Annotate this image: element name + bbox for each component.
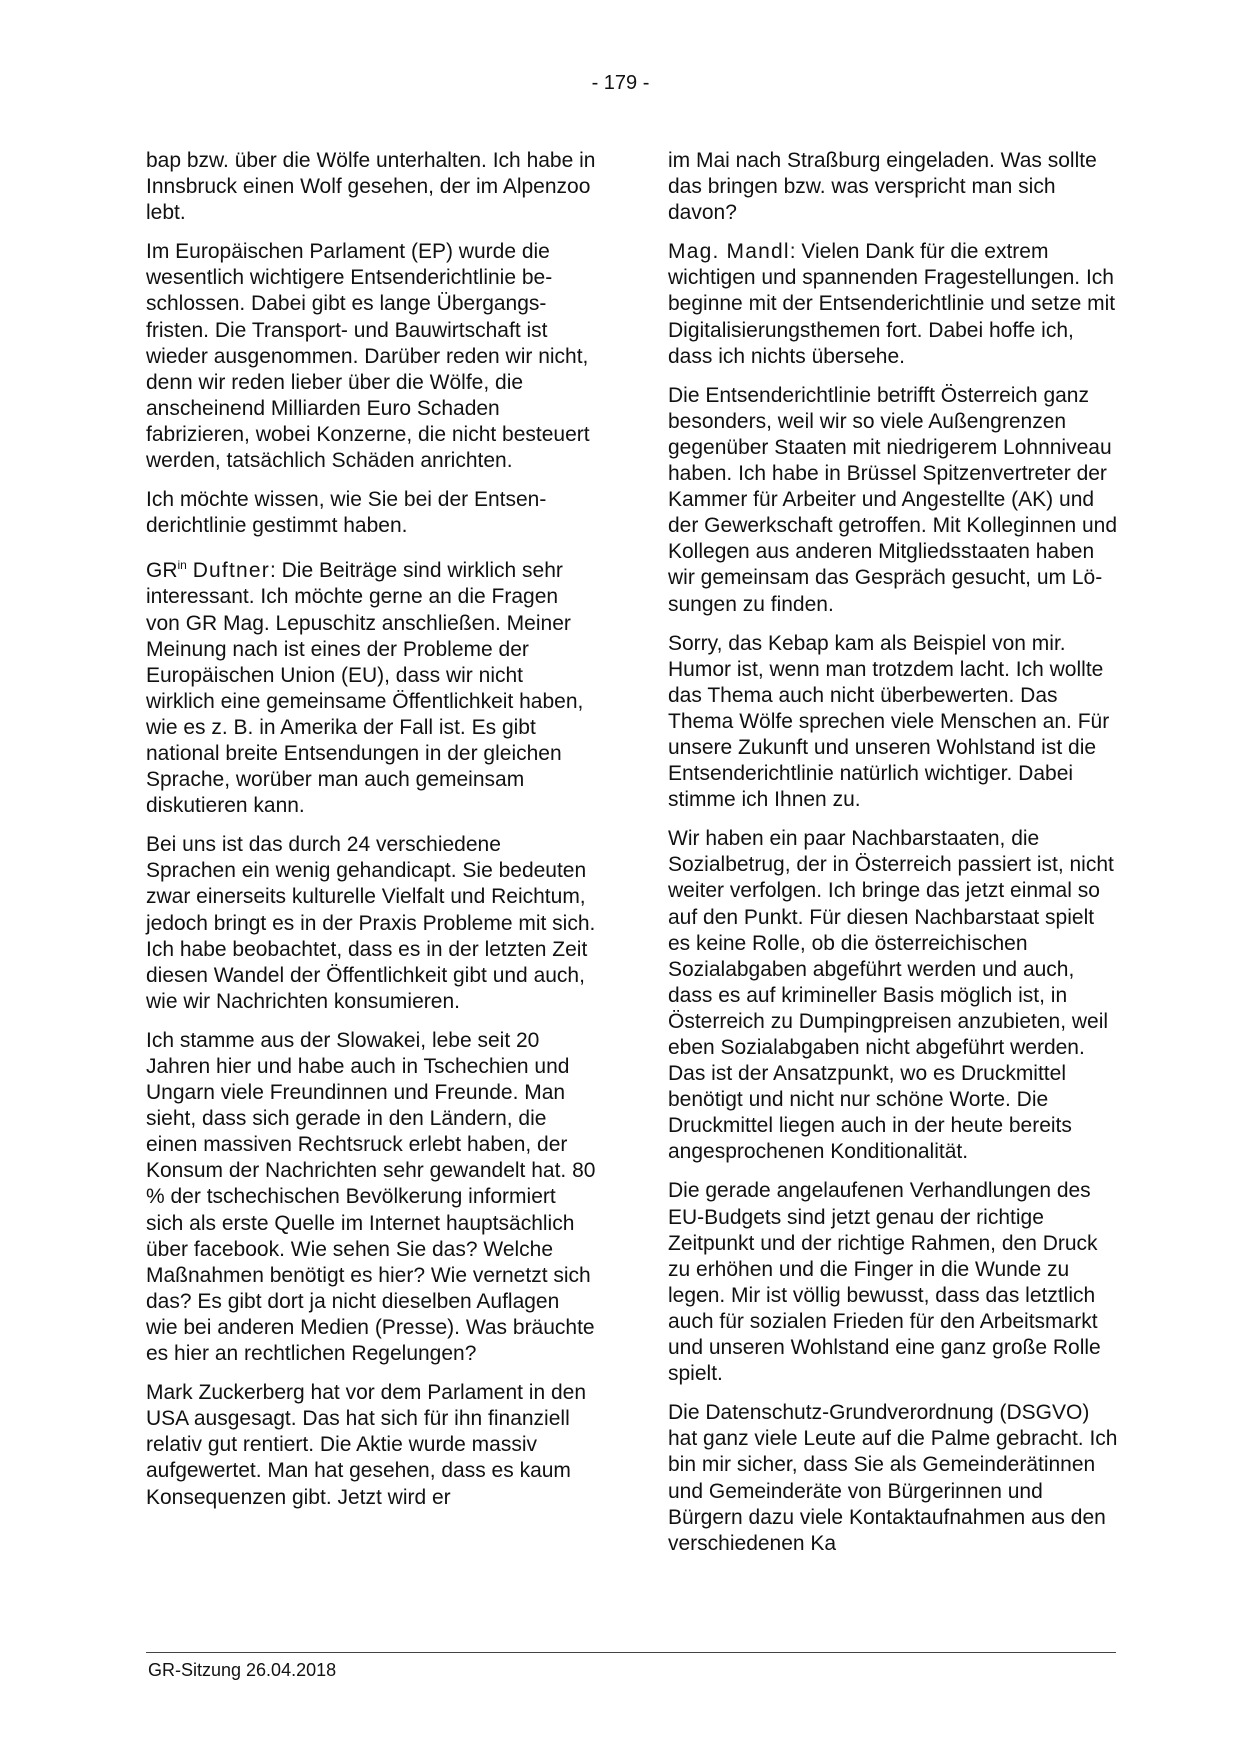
- paragraph: [668, 239, 1118, 369]
- paragraph: im Mai nach Straßburg eingeladen. Was sollte das bringen bzw. was verspricht man sich davon?: [668, 149, 1097, 225]
- right-column: [668, 148, 1118, 1570]
- paragraph: Ich stamme aus der Slowakei, lebe seit 20 Jahren hier und habe auch in Tschechien und Ungarn viele Freundinnen und Freunde. Man sieht, dass sich gerade in den Ländern, die einen massiven Rechtsruck erlebt haben, der Konsum der Nachrichten sehr gewandelt hat. 80 % der tschechischen Bevölkerung informiert sich als erste Quelle im Internet hauptsächlich über facebook. Wie sehen Sie das? Welche Maßnahmen benötigt es hier? Wie vernetzt sich das? Es gibt dort ja nicht dieselben Auflagen wie bei anderen Medien (Presse). Was bräuchte es hier an rechtlichen Regelungen?: [146, 1028, 596, 1366]
- paragraph: Die gerade angelaufenen Verhandlungen des EU-Budgets sind jetzt genau der richtige Zeitpunkt und der richtige Rahmen, den Druck zu erhöhen und die Finger in die Wunde zu legen. Mir ist völlig bewusst, dass das letztlich auch für sozialen Frieden für den Arbeitsmarkt und unseren Wohlstand eine ganz große Rolle spielt.: [668, 1179, 1101, 1386]
- paragraph: [146, 552, 596, 819]
- footer-text: GR-Sitzung 26.04.2018: [148, 1660, 337, 1680]
- page-number: - 179 -: [591, 72, 650, 94]
- footer-divider: [146, 1652, 1116, 1653]
- paragraph: bap bzw. über die Wölfe unterhalten. Ich habe in Innsbruck einen Wolf gesehen, der im Alpenzoo lebt.: [146, 149, 596, 225]
- paragraph: Die Entsenderichtlinie betrifft Österreich ganz besonders, weil wir so viele Außengrenzen gegenüber Staaten mit niedrigerem Lohnniveau haben. Ich habe in Brüssel Spitzenvertreter der Kammer für Arbeiter und Angestellte (AK) und der Gewerkschaft getroffen. Mit Kolleginnen und Kollegen aus anderen Mitgliedsstaaten haben wir gemeinsam das Gespräch gesucht, um Lösungen zu finden.: [668, 383, 1118, 616]
- paragraph: Wir haben ein paar Nachbarstaaten, die Sozialbetrug, der in Österreich passiert ist, nicht weiter verfolgen. Ich bringe das jetzt einmal so auf den Punkt. Für diesen Nachbarstaat spielt es keine Rolle, ob die österreichischen Sozialabgaben abgeführt werden und auch, dass es auf krimineller Basis möglich ist, in Österreich zu Dumpingpreisen anzubieten, weil eben Sozialabgaben nicht abgeführt werden. Das ist der Ansatzpunkt, wo es Druckmittel benötigt und nicht nur schöne Worte. Die Druckmittel liegen auch in der heute bereits angesprochenen Konditionalität.: [668, 827, 1114, 1164]
- paragraph-text: : Die Beiträge sind wirklich sehr interessant. Ich möchte gerne an die Fragen von GR Mag. Lepuschitz anschließen. Meiner Meinung nach ist eines der Probleme der Europäischen Union (EU), dass wir nicht wirklich eine gemeinsame Öffentlichkeit haben, wie es z. B. in Amerika der Fall ist. Es gibt national breite Entsendungen in der gleichen Sprache, worüber man auch gemeinsam diskutieren kann.: [146, 559, 584, 818]
- paragraph-text: : Vielen Dank für die extrem wichtigen und spannenden Fragestellungen. Ich beginne mit der Entsenderichtlinie und setze mit Digitalisierungsthemen fort. Dabei hoffe ich, dass ich nichts übersehe.: [668, 240, 1116, 368]
- speaker-prefix: GR: [146, 559, 178, 583]
- paragraph: Sorry, das Kebap kam als Beispiel von mir. Humor ist, wenn man trotzdem lacht. Ich wollte das Thema auch nicht überbewerten. Das Thema Wölfe sprechen viele Menschen an. Für unsere Zukunft und unseren Wohlstand ist die Entsenderichtlinie natürlich wichtiger. Dabei stimme ich Ihnen zu.: [668, 631, 1110, 812]
- paragraph: Die Datenschutz-Grundverordnung (DSGVO) hat ganz viele Leute auf die Palme gebracht. Ich bin mir sicher, dass Sie als Gemeinderätinnen und Gemeinderäte von Bürgerinnen und Bürgern dazu viele Kontaktaufnahmen aus den verschiedenen Ka: [668, 1401, 1118, 1555]
- paragraph: Mark Zuckerberg hat vor dem Parlament in den USA ausgesagt. Das hat sich für ihn finanziell relativ gut rentiert. Die Aktie wurde massiv aufgewertet. Man hat gesehen, dass es kaum Konsequenzen gibt. Jetzt wird er: [146, 1381, 587, 1509]
- speaker-superscript: in: [177, 558, 187, 573]
- paragraph: Ich möchte wissen, wie Sie bei der Entsenderichtlinie gestimmt haben.: [146, 488, 547, 538]
- paragraph: Bei uns ist das durch 24 verschiedene Sprachen ein wenig gehandicapt. Sie bedeuten zwar einerseits kulturelle Vielfalt und Reichtum, jedoch bringt es in der Praxis Probleme mit sich. Ich habe beobachtet, dass es in der letzten Zeit diesen Wandel der Öffentlichkeit gibt und auch, wie wir Nachrichten konsumieren.: [146, 833, 596, 1013]
- speaker-name: Mag. Mandl: [668, 240, 790, 264]
- paragraph: Im Europäischen Parlament (EP) wurde die wesentlich wichtigere Entsenderichtlinie beschlossen. Dabei gibt es lange Übergangsfristen. Die Transport- und Bauwirtschaft ist wieder ausgenommen. Darüber reden wir nicht, denn wir reden lieber über die Wölfe, die anscheinend Milliarden Euro Schaden fabrizieren, wobei Konzerne, die nicht besteuert werden, tatsächlich Schäden anrichten.: [146, 240, 590, 473]
- left-column: [146, 148, 596, 1524]
- speaker-name: Duftner: [192, 559, 270, 583]
